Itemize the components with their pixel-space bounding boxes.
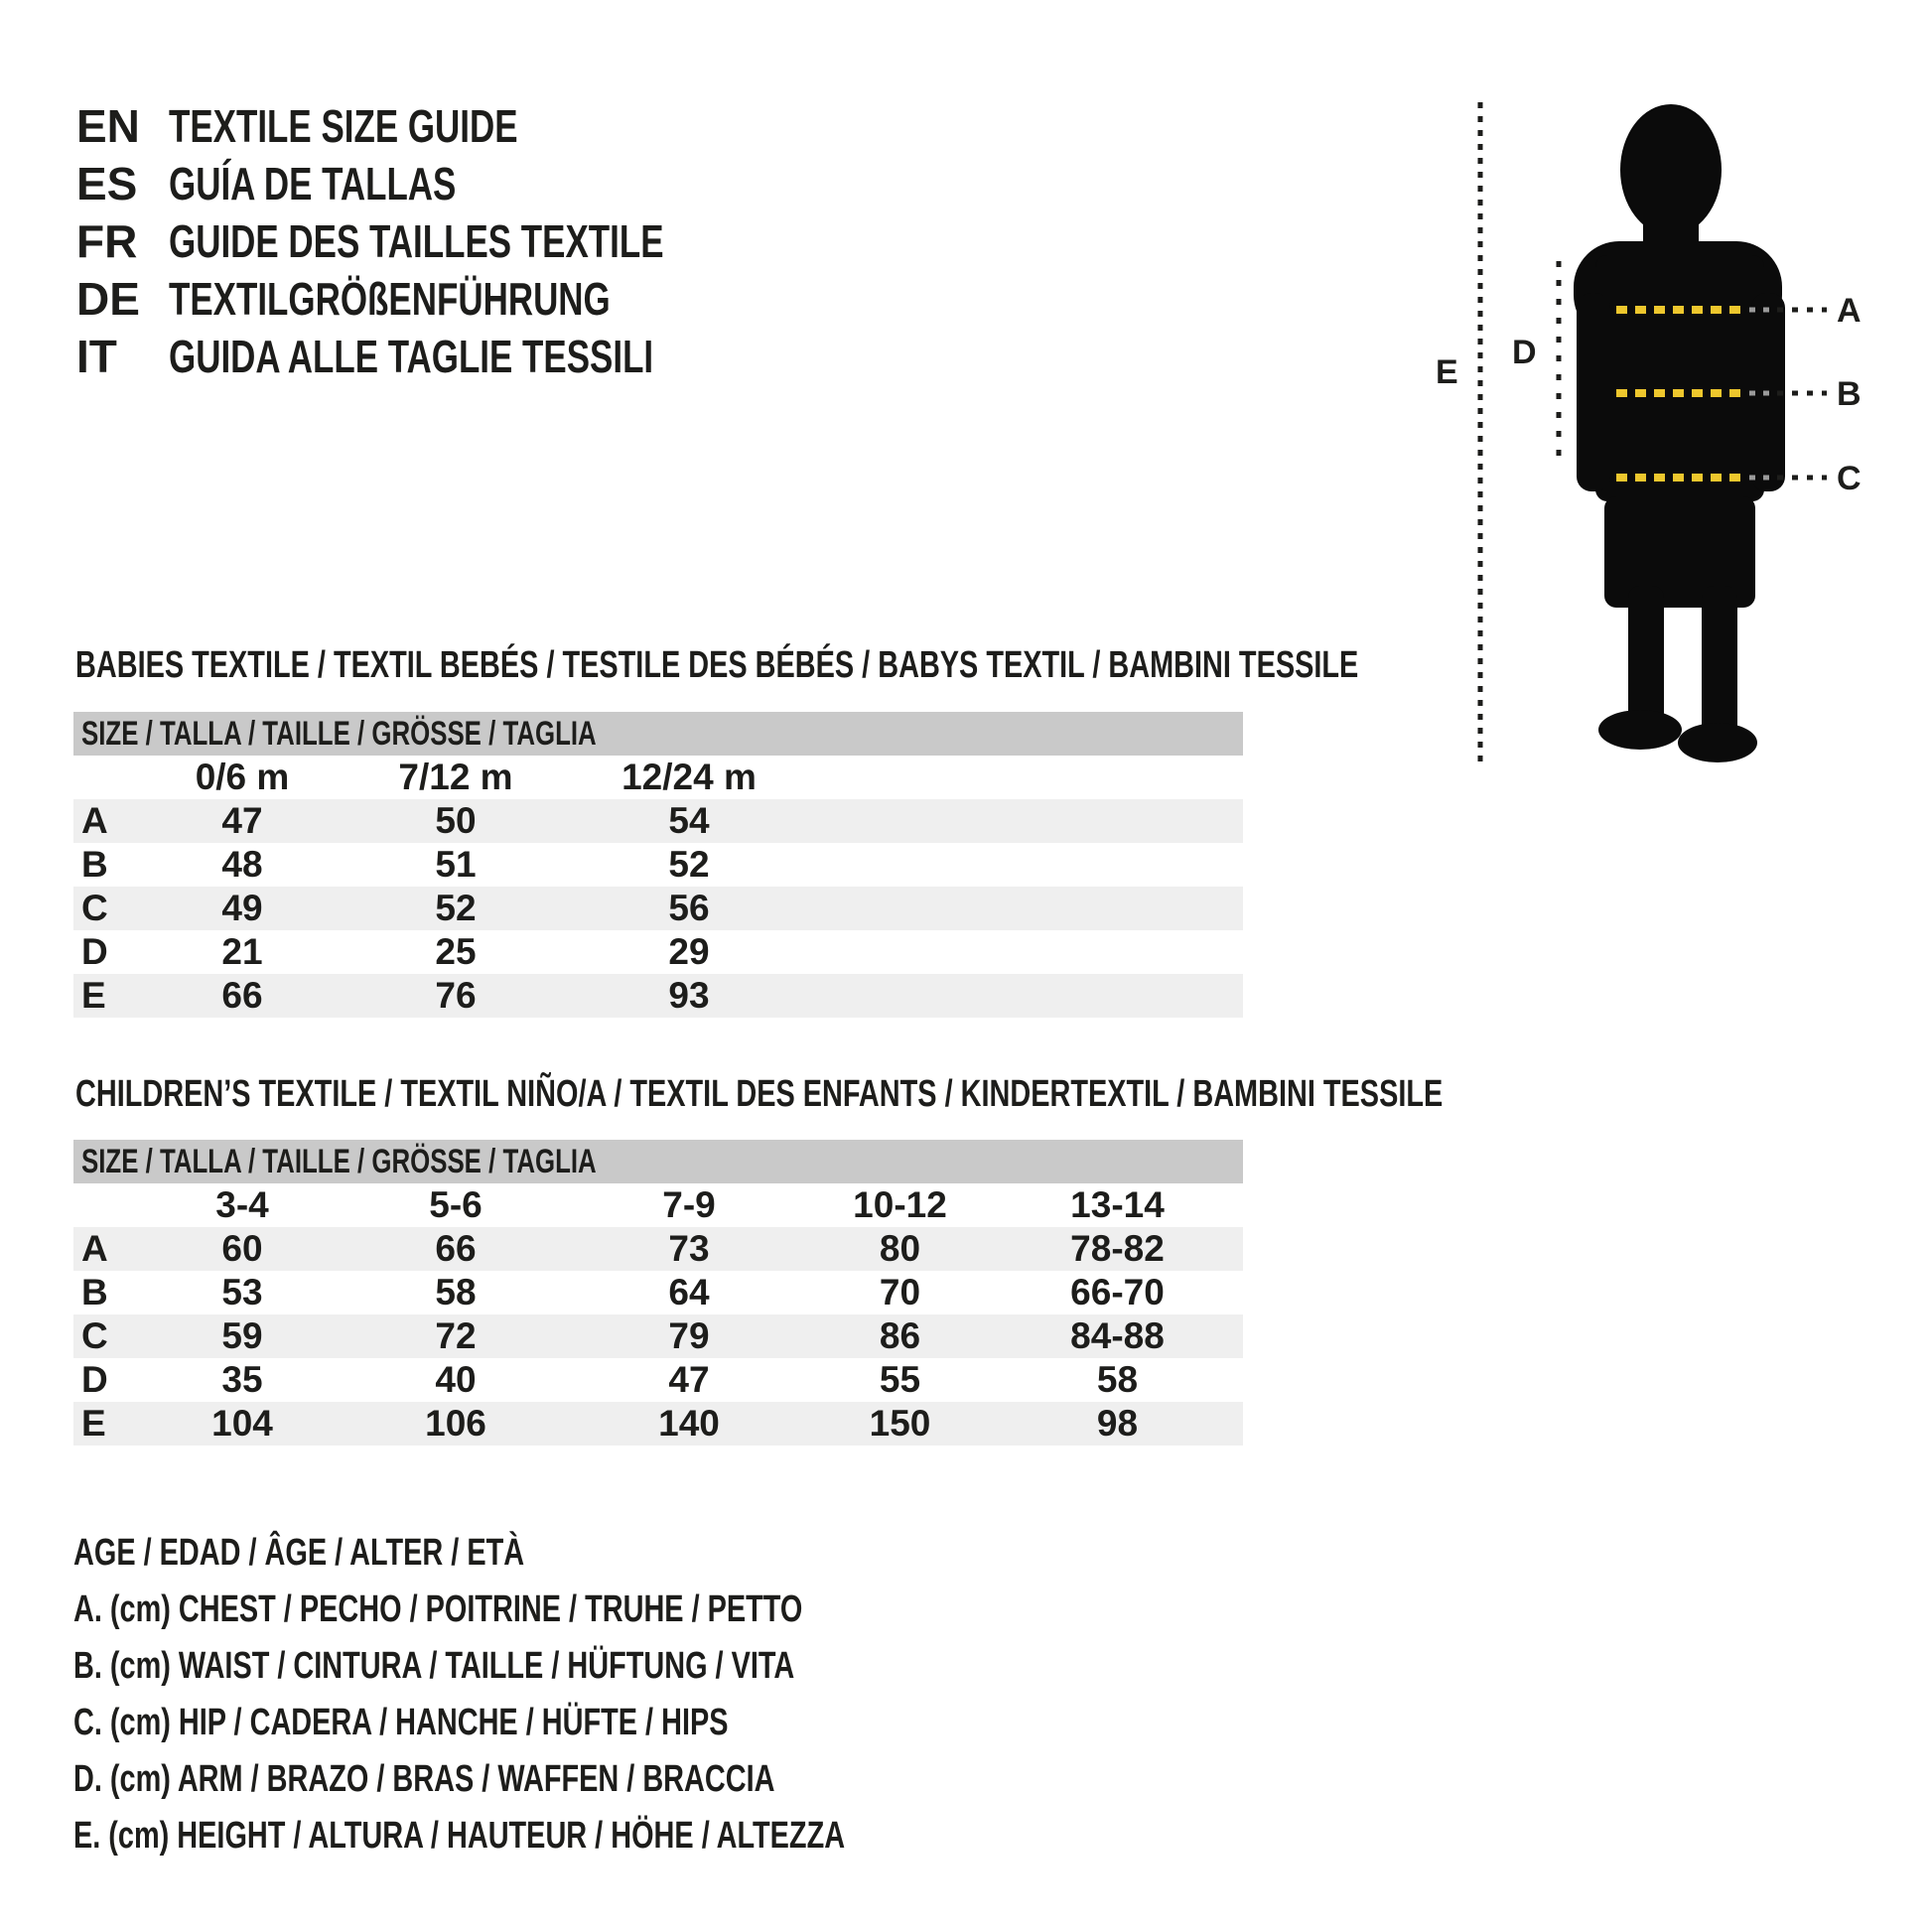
legend-line-arm (73, 1751, 1088, 1808)
col-header: 13-14 (1070, 1184, 1165, 1225)
lang-title: TEXTILGRÖßENFÜHRUNG (169, 273, 611, 325)
children-header-row (73, 1183, 1243, 1227)
col-header: 0/6 m (195, 757, 290, 797)
babies-section-heading (75, 642, 1763, 688)
filler-cell (808, 930, 1243, 974)
value-cell: 35 (221, 1359, 263, 1400)
legend-text: D. (cm) ARM / BRAZO / BRAS / WAFFEN / BRACCIA (73, 1758, 775, 1800)
row-label: D (81, 1359, 108, 1400)
babies-size-bar-label: SIZE / TALLA / TAILLE / GRÖSSE / TAGLIA (81, 715, 597, 753)
value-cell: 66 (221, 975, 263, 1016)
row-label: E (81, 1403, 106, 1444)
row-label: D (81, 931, 108, 972)
lang-title: GUIDE DES TAILLES TEXTILE (169, 215, 664, 267)
value-cell: 106 (425, 1403, 486, 1444)
value-cell: 53 (221, 1272, 263, 1312)
value-cell: 48 (221, 844, 263, 885)
col-header: 10-12 (853, 1184, 947, 1225)
lang-title: TEXTILE SIZE GUIDE (169, 100, 518, 152)
value-cell: 47 (668, 1359, 710, 1400)
value-cell: 66 (435, 1228, 477, 1269)
value-cell: 49 (221, 888, 263, 928)
value-cell: 29 (668, 931, 710, 972)
lang-row-es (76, 155, 820, 212)
value-cell: 21 (221, 931, 263, 972)
lang-code: EN (76, 100, 140, 152)
value-cell: 79 (668, 1315, 710, 1356)
children-section-heading (75, 1071, 1874, 1117)
filler-cell (808, 799, 1243, 843)
value-cell: 58 (1096, 1359, 1139, 1400)
table-row-e (73, 1402, 1243, 1446)
value-cell: 84-88 (1070, 1315, 1165, 1356)
value-cell: 140 (658, 1403, 720, 1444)
value-cell: 56 (668, 888, 710, 928)
value-cell: 40 (435, 1359, 477, 1400)
value-cell: 86 (879, 1315, 921, 1356)
lang-title: GUIDA ALLE TAGLIE TESSILI (169, 331, 654, 382)
row-label: A (81, 800, 108, 841)
legend-line-waist (73, 1638, 1088, 1695)
figure-label-a: A (1837, 292, 1862, 330)
value-cell: 58 (435, 1272, 477, 1312)
value-cell: 80 (879, 1228, 921, 1269)
value-cell: 72 (435, 1315, 477, 1356)
value-cell: 51 (435, 844, 477, 885)
table-row-c (73, 887, 1243, 930)
lang-row-de (76, 270, 820, 328)
row-label: B (81, 844, 108, 885)
value-cell: 47 (221, 800, 263, 841)
table-row-b (73, 1271, 1243, 1314)
legend-line-chest (73, 1582, 1088, 1638)
figure-label-e: E (1436, 353, 1458, 391)
value-cell: 78-82 (1070, 1228, 1165, 1269)
children-size-bar-label: SIZE / TALLA / TAILLE / GRÖSSE / TAGLIA (81, 1143, 597, 1180)
value-cell: 93 (668, 975, 710, 1016)
babies-size-bar (73, 712, 1243, 756)
row-label: C (81, 888, 108, 928)
lang-code: DE (76, 273, 140, 325)
babies-size-table (73, 756, 1243, 1018)
lang-title: GUÍA DE TALLAS (169, 158, 457, 209)
table-row-a (73, 1227, 1243, 1271)
value-cell: 64 (668, 1272, 710, 1312)
babies-header-row (73, 756, 1243, 799)
value-cell: 25 (435, 931, 477, 972)
table-row-b (73, 843, 1243, 887)
filler-cell (808, 843, 1243, 887)
value-cell: 59 (221, 1315, 263, 1356)
figure-label-c: C (1837, 460, 1862, 497)
lang-row-en (76, 97, 820, 155)
row-label: A (81, 1228, 108, 1269)
col-header: 5-6 (429, 1184, 483, 1225)
legend-line-age (73, 1525, 1088, 1582)
legend-text: AGE / EDAD / ÂGE / ALTER / ETÀ (73, 1532, 525, 1574)
language-list (76, 97, 820, 385)
table-row-d (73, 930, 1243, 974)
legend-line-hip (73, 1695, 1088, 1751)
row-label: C (81, 1315, 108, 1356)
value-cell: 104 (211, 1403, 273, 1444)
value-cell: 54 (668, 800, 710, 841)
table-row-e (73, 974, 1243, 1018)
filler-cell (808, 887, 1243, 930)
legend-line-height (73, 1808, 1088, 1864)
value-cell: 52 (435, 888, 477, 928)
value-cell: 60 (221, 1228, 263, 1269)
corner-cell (73, 1183, 143, 1227)
children-size-table (73, 1183, 1243, 1446)
filler-cell (808, 756, 1243, 799)
value-cell: 76 (435, 975, 477, 1016)
col-header: 7/12 m (398, 757, 513, 797)
col-header: 3-4 (215, 1184, 269, 1225)
row-label: E (81, 975, 106, 1016)
measurement-legend (73, 1525, 1088, 1864)
children-size-bar (73, 1140, 1243, 1183)
col-header: 7-9 (662, 1184, 716, 1225)
lang-code: IT (76, 331, 117, 382)
figure-label-b: B (1837, 375, 1862, 413)
col-header: 12/24 m (621, 757, 757, 797)
value-cell: 55 (879, 1359, 921, 1400)
lang-row-fr (76, 212, 820, 270)
value-cell: 50 (435, 800, 477, 841)
babies-heading-text: BABIES TEXTILE / TEXTIL BEBÉS / TESTILE DES BÉBÉS / BABYS TEXTIL / BAMBINI TESSILE (75, 644, 1359, 686)
table-row-a (73, 799, 1243, 843)
children-heading-text: CHILDREN’S TEXTILE / TEXTIL NIÑO/A / TEXTIL DES ENFANTS / KINDERTEXTIL / BAMBINI TESSILE (75, 1073, 1444, 1115)
lang-code: FR (76, 215, 138, 267)
row-label: B (81, 1272, 108, 1312)
lang-code: ES (76, 158, 138, 209)
value-cell: 150 (869, 1403, 931, 1444)
value-cell: 98 (1096, 1403, 1139, 1444)
legend-text: C. (cm) HIP / CADERA / HANCHE / HÜFTE / HIPS (73, 1702, 729, 1743)
filler-cell (808, 974, 1243, 1018)
value-cell: 73 (668, 1228, 710, 1269)
legend-text: E. (cm) HEIGHT / ALTURA / HAUTEUR / HÖHE / ALTEZZA (73, 1815, 846, 1857)
legend-text: B. (cm) WAIST / CINTURA / TAILLE / HÜFTUNG / VITA (73, 1645, 795, 1687)
lang-row-it (76, 328, 820, 385)
legend-text: A. (cm) CHEST / PECHO / POITRINE / TRUHE / PETTO (73, 1588, 803, 1630)
corner-cell (73, 756, 143, 799)
value-cell: 66-70 (1070, 1272, 1165, 1312)
value-cell: 52 (668, 844, 710, 885)
table-row-c (73, 1314, 1243, 1358)
table-row-d (73, 1358, 1243, 1402)
figure-label-d: D (1512, 334, 1537, 371)
value-cell: 70 (879, 1272, 921, 1312)
